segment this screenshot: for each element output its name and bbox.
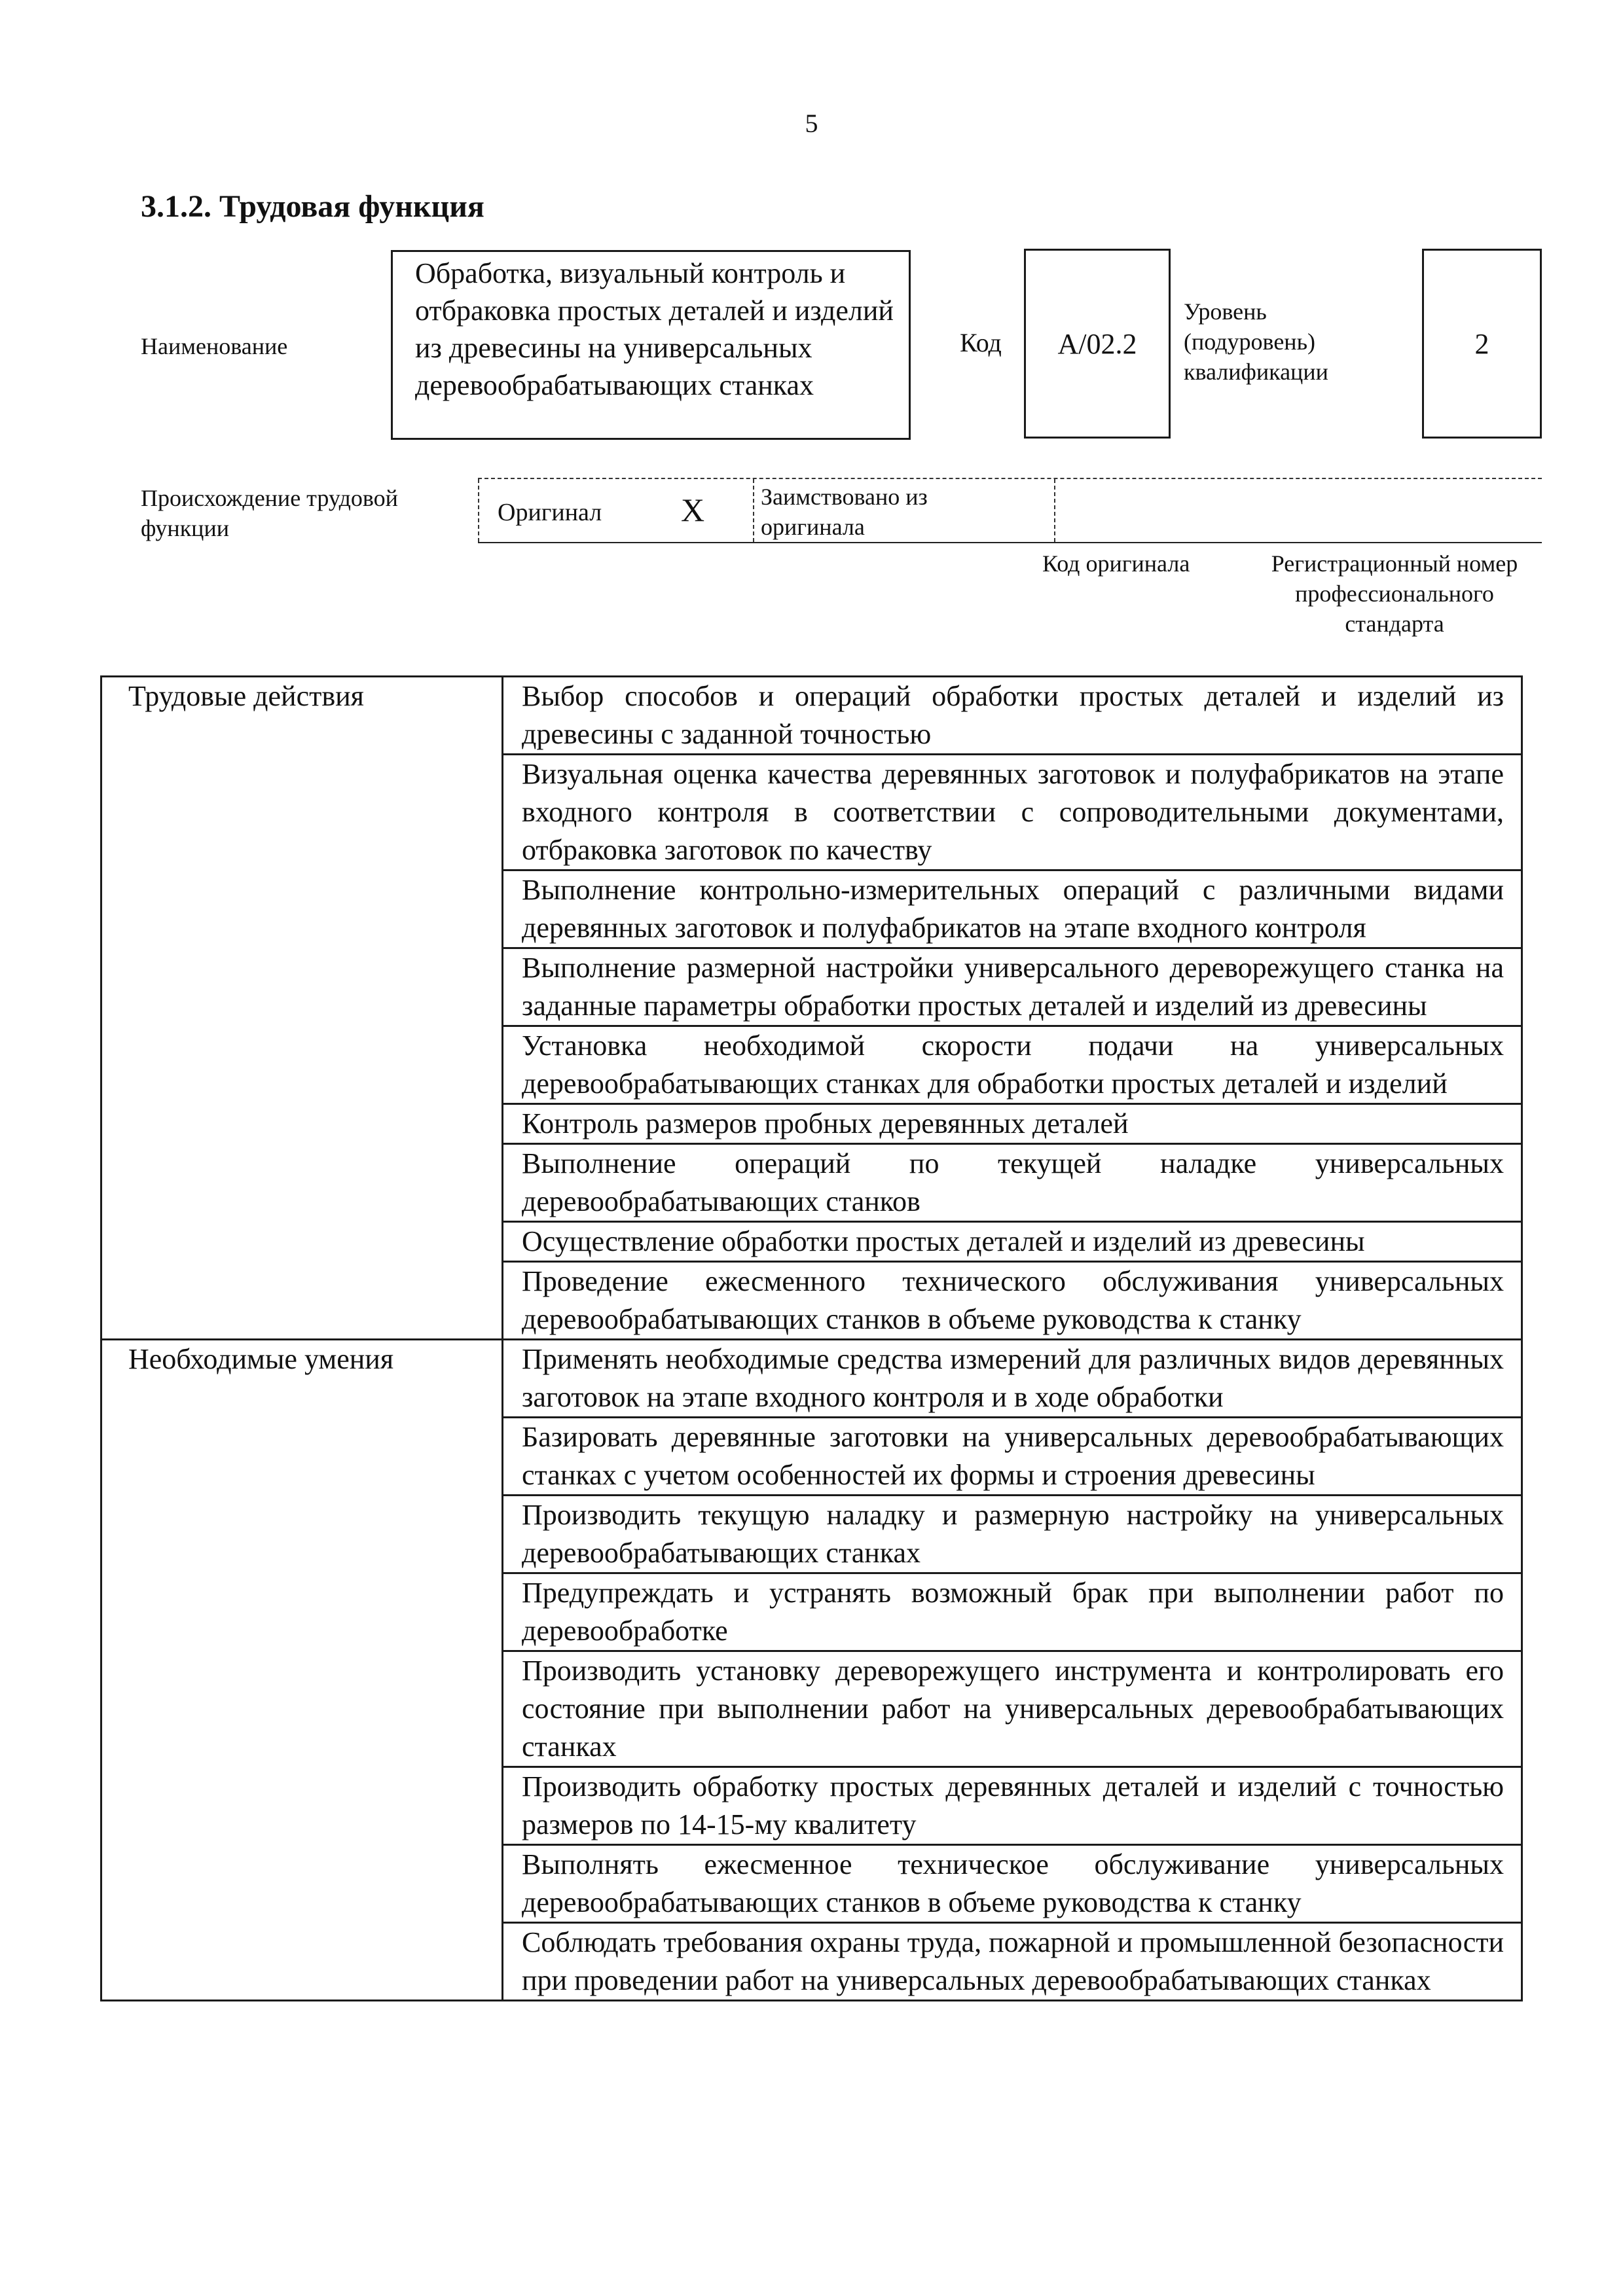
origin-label	[141, 483, 455, 543]
function-name-box	[391, 250, 911, 440]
table-item: Предупреждать и устранять возможный брак при выполнении работ по деревообработке	[503, 1573, 1522, 1651]
table-item: Визуальная оценка качества деревянных заготовок и полуфабрикатов на этапе входного контроля в соответствии с сопроводительными документами, отбраковка заготовок по качеству	[503, 755, 1522, 870]
table-item: Установка необходимой скорости подачи на универсальных деревообрабатывающих станках для обработки простых деталей и изделий	[503, 1026, 1522, 1104]
origin-label-text: Происхождение трудовой функции	[141, 485, 398, 541]
qualification-level-label	[1184, 296, 1360, 387]
table-item: Выполнение размерной настройки универсального дереворежущего станка на заданные параметры обработки простых деталей и изделий из древесины	[503, 948, 1522, 1026]
function-name: Обработка, визуальный контроль и отбраковка простых деталей и изделий из древесины на универсальных деревообрабатывающих станках	[415, 257, 894, 401]
function-code-box	[1024, 249, 1171, 439]
function-details-table	[100, 675, 1523, 2001]
origin-divider	[478, 479, 479, 542]
qualification-level-label-text: Уровень (подуровень) квалификации	[1184, 298, 1328, 385]
table-item: Выбор способов и операций обработки простых деталей и изделий из древесины с заданной точностью	[503, 677, 1522, 755]
code-label: Код	[960, 328, 1002, 357]
function-code: A/02.2	[1057, 327, 1137, 360]
table-item: Базировать деревянные заготовки на универсальных деревообрабатывающих станках с учетом особенностей их формы и строения древесины	[503, 1418, 1522, 1496]
table-row	[101, 677, 1522, 755]
registration-number-caption: Регистрационный номер профессионального стандарта	[1271, 550, 1518, 637]
origin-original-mark: X	[681, 492, 705, 528]
origin-frame	[478, 478, 1542, 543]
table-item: Проведение ежесменного технического обслуживания универсальных деревообрабатывающих станков в объеме руководства к станку	[503, 1262, 1522, 1340]
qualification-level-box	[1422, 249, 1542, 439]
table-item: Производить обработку простых деревянных деталей и изделий с точностью размеров по 14-15-му квалитету	[503, 1767, 1522, 1845]
category-label: Трудовые действия	[101, 677, 503, 1340]
table-item: Выполнение контрольно-измерительных операций с различными видами деревянных заготовок и полуфабрикатов на этапе входного контроля	[503, 870, 1522, 948]
origin-original-label: Оригинал	[498, 499, 602, 526]
table-item: Осуществление обработки простых деталей и изделий из древесины	[503, 1222, 1522, 1262]
table-item: Производить текущую наладку и размерную настройку на универсальных деревообрабатывающих станках	[503, 1496, 1522, 1573]
origin-divider	[1054, 479, 1055, 542]
table-item: Применять необходимые средства измерений для различных видов деревянных заготовок на этапе входного контроля и в ходе обработки	[503, 1340, 1522, 1418]
page-number: 5	[805, 109, 818, 138]
original-code-caption: Код оригинала	[1042, 550, 1190, 577]
qualification-level: 2	[1474, 327, 1489, 360]
category-label: Необходимые умения	[101, 1340, 503, 2001]
table-row	[101, 1340, 1522, 1418]
table-item: Производить установку дереворежущего инструмента и контролировать его состояние при выполнении работ на универсальных деревообрабатывающих станках	[503, 1651, 1522, 1767]
origin-divider	[753, 479, 754, 542]
table-item: Соблюдать требования охраны труда, пожарной и промышленной безопасности при проведении работ на универсальных деревообрабатывающих станках	[503, 1923, 1522, 2001]
origin-borrowed-label	[761, 482, 983, 542]
origin-borrowed-text: Заимствовано из оригинала	[761, 484, 928, 540]
table-item: Выполнение операций по текущей наладке универсальных деревообрабатывающих станков	[503, 1144, 1522, 1222]
table-item: Выполнять ежесменное техническое обслуживание универсальных деревообрабатывающих станков в объеме руководства к станку	[503, 1845, 1522, 1923]
name-label: Наименование	[141, 333, 288, 359]
table-item: Контроль размеров пробных деревянных деталей	[503, 1104, 1522, 1144]
section-title: 3.1.2. Трудовая функция	[141, 189, 484, 224]
